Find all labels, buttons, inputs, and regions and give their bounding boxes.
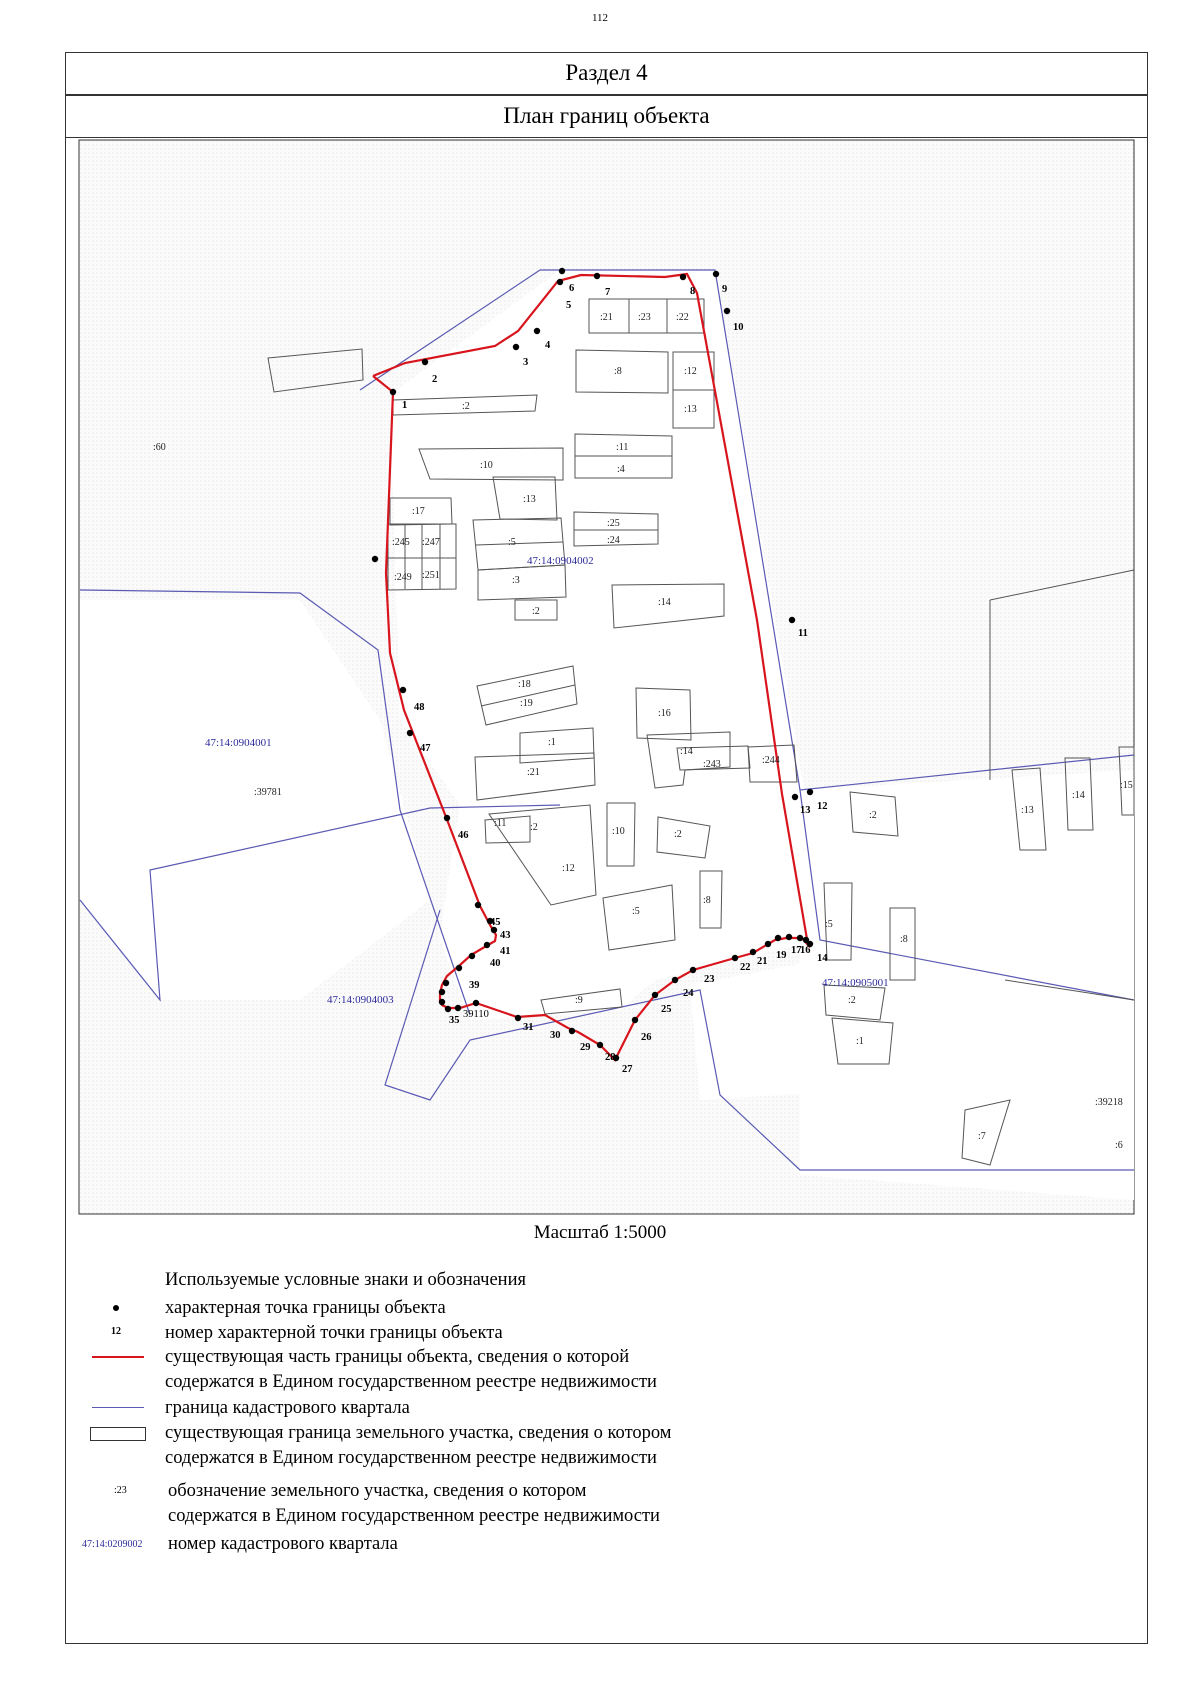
svg-text::2: :2 bbox=[530, 822, 538, 833]
svg-text::17: :17 bbox=[412, 506, 425, 517]
svg-text::16: :16 bbox=[658, 708, 671, 719]
svg-text::4: :4 bbox=[617, 464, 625, 475]
svg-text::21: :21 bbox=[527, 767, 540, 778]
svg-text::8: :8 bbox=[703, 895, 711, 906]
svg-text::10: :10 bbox=[612, 826, 625, 837]
point-23: 23 bbox=[704, 974, 715, 985]
point-17: 17 bbox=[791, 945, 802, 956]
point-4: 4 bbox=[545, 340, 551, 351]
legend-item-red-line-2: содержатся в Едином государственном реестре недвижимости bbox=[165, 1372, 657, 1392]
point-27: 27 bbox=[622, 1064, 633, 1075]
point-21: 21 bbox=[757, 956, 768, 967]
point-number-symbol: 12 bbox=[111, 1326, 121, 1337]
svg-text::1: :1 bbox=[856, 1036, 864, 1047]
point-39: 39 bbox=[469, 980, 480, 991]
point-48: 48 bbox=[414, 702, 425, 713]
page-number: 112 bbox=[591, 12, 609, 24]
legend-item-parcel-code-2: содержатся в Едином государственном реестре недвижимости bbox=[168, 1506, 660, 1526]
svg-text::39781: :39781 bbox=[254, 787, 282, 798]
svg-text::18: :18 bbox=[518, 679, 531, 690]
point-7: 7 bbox=[605, 287, 611, 298]
section-title: Раздел 4 bbox=[65, 52, 1148, 95]
svg-text::5: :5 bbox=[508, 537, 516, 548]
point-24: 24 bbox=[683, 988, 694, 999]
point-41: 41 bbox=[500, 946, 511, 957]
svg-text::2: :2 bbox=[674, 829, 682, 840]
quarter-code-symbol: 47:14:0209002 bbox=[82, 1539, 143, 1550]
point-30: 30 bbox=[550, 1030, 561, 1041]
point-13: 13 bbox=[800, 805, 811, 816]
legend-item-point: характерная точка границы объекта bbox=[165, 1298, 446, 1318]
point-11: 11 bbox=[798, 628, 808, 639]
svg-text::22: :22 bbox=[676, 312, 689, 323]
svg-text::3: :3 bbox=[512, 575, 520, 586]
svg-text::14: :14 bbox=[680, 746, 693, 757]
point-31: 31 bbox=[523, 1022, 534, 1033]
svg-text::9: :9 bbox=[575, 995, 583, 1006]
svg-text::249: :249 bbox=[394, 572, 412, 583]
parcel-39110: 39110 bbox=[463, 1009, 489, 1020]
svg-text::13: :13 bbox=[523, 494, 536, 505]
svg-text::10: :10 bbox=[480, 460, 493, 471]
point-28: 28 bbox=[605, 1052, 616, 1063]
svg-text::12: :12 bbox=[562, 863, 575, 874]
point-25: 25 bbox=[661, 1004, 672, 1015]
svg-text::23: :23 bbox=[638, 312, 651, 323]
point-9: 9 bbox=[722, 284, 728, 295]
svg-text:47:14:0904003: 47:14:0904003 bbox=[327, 994, 394, 1006]
svg-text::2: :2 bbox=[869, 810, 877, 821]
svg-text::15: :15 bbox=[1120, 780, 1133, 791]
scale-label: Масштаб 1:5000 bbox=[533, 1222, 667, 1243]
svg-text::6: :6 bbox=[1115, 1140, 1123, 1151]
point-26: 26 bbox=[641, 1032, 652, 1043]
svg-text::19: :19 bbox=[520, 698, 533, 709]
svg-text::11: :11 bbox=[494, 818, 507, 829]
legend-item-parcel: существующая граница земельного участка, сведения о котором bbox=[165, 1423, 672, 1443]
svg-text::247: :247 bbox=[422, 537, 440, 548]
point-16: 16 bbox=[800, 945, 811, 956]
svg-text::2: :2 bbox=[462, 401, 470, 412]
svg-text::11: :11 bbox=[616, 442, 629, 453]
svg-text::25: :25 bbox=[607, 518, 620, 529]
point-5: 5 bbox=[566, 300, 572, 311]
point-29: 29 bbox=[580, 1042, 591, 1053]
svg-text::24: :24 bbox=[607, 535, 620, 546]
point-6: 6 bbox=[569, 283, 575, 294]
point-1: 1 bbox=[402, 400, 408, 411]
svg-text::2: :2 bbox=[532, 606, 540, 617]
svg-text::8: :8 bbox=[614, 366, 622, 377]
svg-text::12: :12 bbox=[684, 366, 697, 377]
svg-text::13: :13 bbox=[684, 404, 697, 415]
legend-item-parcel-code: обозначение земельного участка, сведения о котором bbox=[168, 1481, 587, 1501]
svg-text::251: :251 bbox=[422, 570, 440, 581]
svg-text::243: :243 bbox=[703, 759, 721, 770]
svg-text::244: :244 bbox=[762, 755, 780, 766]
svg-text::8: :8 bbox=[900, 934, 908, 945]
parcel-code-symbol: :23 bbox=[114, 1485, 127, 1496]
svg-text::21: :21 bbox=[600, 312, 613, 323]
svg-text:47:14:0905001: 47:14:0905001 bbox=[822, 977, 889, 989]
svg-text::2: :2 bbox=[848, 995, 856, 1006]
svg-text::13: :13 bbox=[1021, 805, 1034, 816]
legend-item-number: номер характерной точки границы объекта bbox=[165, 1323, 503, 1343]
point-47: 47 bbox=[420, 743, 431, 754]
svg-text::14: :14 bbox=[658, 597, 671, 608]
svg-text:47:14:0904002: 47:14:0904002 bbox=[527, 555, 594, 567]
plan-title: План границ объекта bbox=[65, 95, 1148, 138]
legend-item-quarter-line: граница кадастрового квартала bbox=[165, 1398, 410, 1418]
point-2: 2 bbox=[432, 374, 438, 385]
point-12: 12 bbox=[817, 801, 828, 812]
point-10: 10 bbox=[733, 322, 744, 333]
point-19: 19 bbox=[776, 950, 787, 961]
svg-text:47:14:0904001: 47:14:0904001 bbox=[205, 737, 272, 749]
svg-text::245: :245 bbox=[392, 537, 410, 548]
svg-text::5: :5 bbox=[632, 906, 640, 917]
point-3: 3 bbox=[523, 357, 529, 368]
svg-text::7: :7 bbox=[978, 1131, 986, 1142]
legend-item-red-line: существующая часть границы объекта, сведения о которой bbox=[165, 1347, 630, 1367]
point-14: 14 bbox=[817, 953, 828, 964]
point-45: 45 bbox=[490, 917, 501, 928]
svg-text::14: :14 bbox=[1072, 790, 1085, 801]
point-22: 22 bbox=[740, 962, 751, 973]
point-46: 46 bbox=[458, 830, 469, 841]
svg-text::39218: :39218 bbox=[1095, 1097, 1123, 1108]
legend-heading: Используемые условные знаки и обозначения bbox=[165, 1270, 526, 1290]
point-40: 40 bbox=[490, 958, 501, 969]
svg-text::1: :1 bbox=[548, 737, 556, 748]
svg-text::60: :60 bbox=[153, 442, 166, 453]
point-8: 8 bbox=[690, 286, 696, 297]
svg-text::5: :5 bbox=[825, 919, 833, 930]
legend-item-parcel-2: содержатся в Едином государственном реестре недвижимости bbox=[165, 1448, 657, 1468]
point-43: 43 bbox=[500, 930, 511, 941]
legend-item-quarter-code: номер кадастрового квартала bbox=[168, 1534, 398, 1554]
point-35: 35 bbox=[449, 1015, 460, 1026]
